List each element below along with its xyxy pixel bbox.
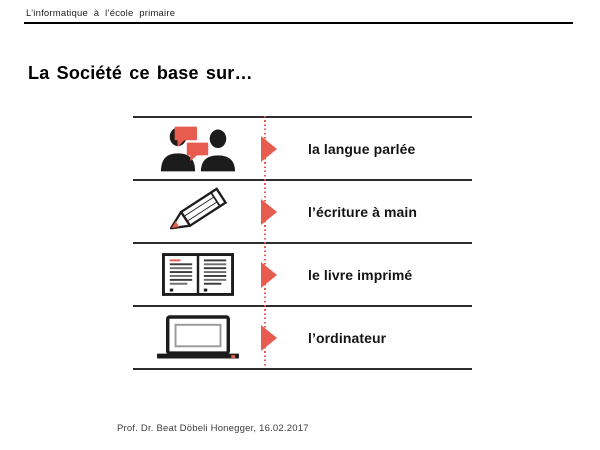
table-row-handwriting: [133, 179, 472, 242]
pencil-icon: [133, 181, 263, 242]
chevron-right-icon: [261, 325, 277, 351]
chevron-right-icon: [261, 199, 277, 225]
slide-footer-credit: Prof. Dr. Beat Döbeli Honegger, 16.02.2017: [117, 423, 309, 434]
table-row-computer: [133, 305, 472, 368]
row-label: l’ordinateur: [308, 329, 387, 346]
row-label: le livre imprimé: [308, 266, 413, 283]
chevron-right-icon: [261, 262, 277, 288]
open-book-icon: [133, 244, 263, 305]
laptop-icon: [133, 307, 263, 368]
row-label: la langue parlée: [308, 140, 416, 157]
table-row-printed-book: [133, 242, 472, 305]
row-label: l’écriture à main: [308, 203, 418, 220]
header-divider-line: [24, 22, 573, 24]
slide-header: L’informatique à l’école primaire: [26, 8, 176, 19]
media-evolution-table: [133, 116, 472, 370]
table-row-spoken-language: [133, 116, 472, 179]
page-title: La Société ce base sur…: [28, 63, 253, 83]
chevron-right-icon: [261, 136, 277, 162]
people-talking-icon: [133, 118, 263, 179]
